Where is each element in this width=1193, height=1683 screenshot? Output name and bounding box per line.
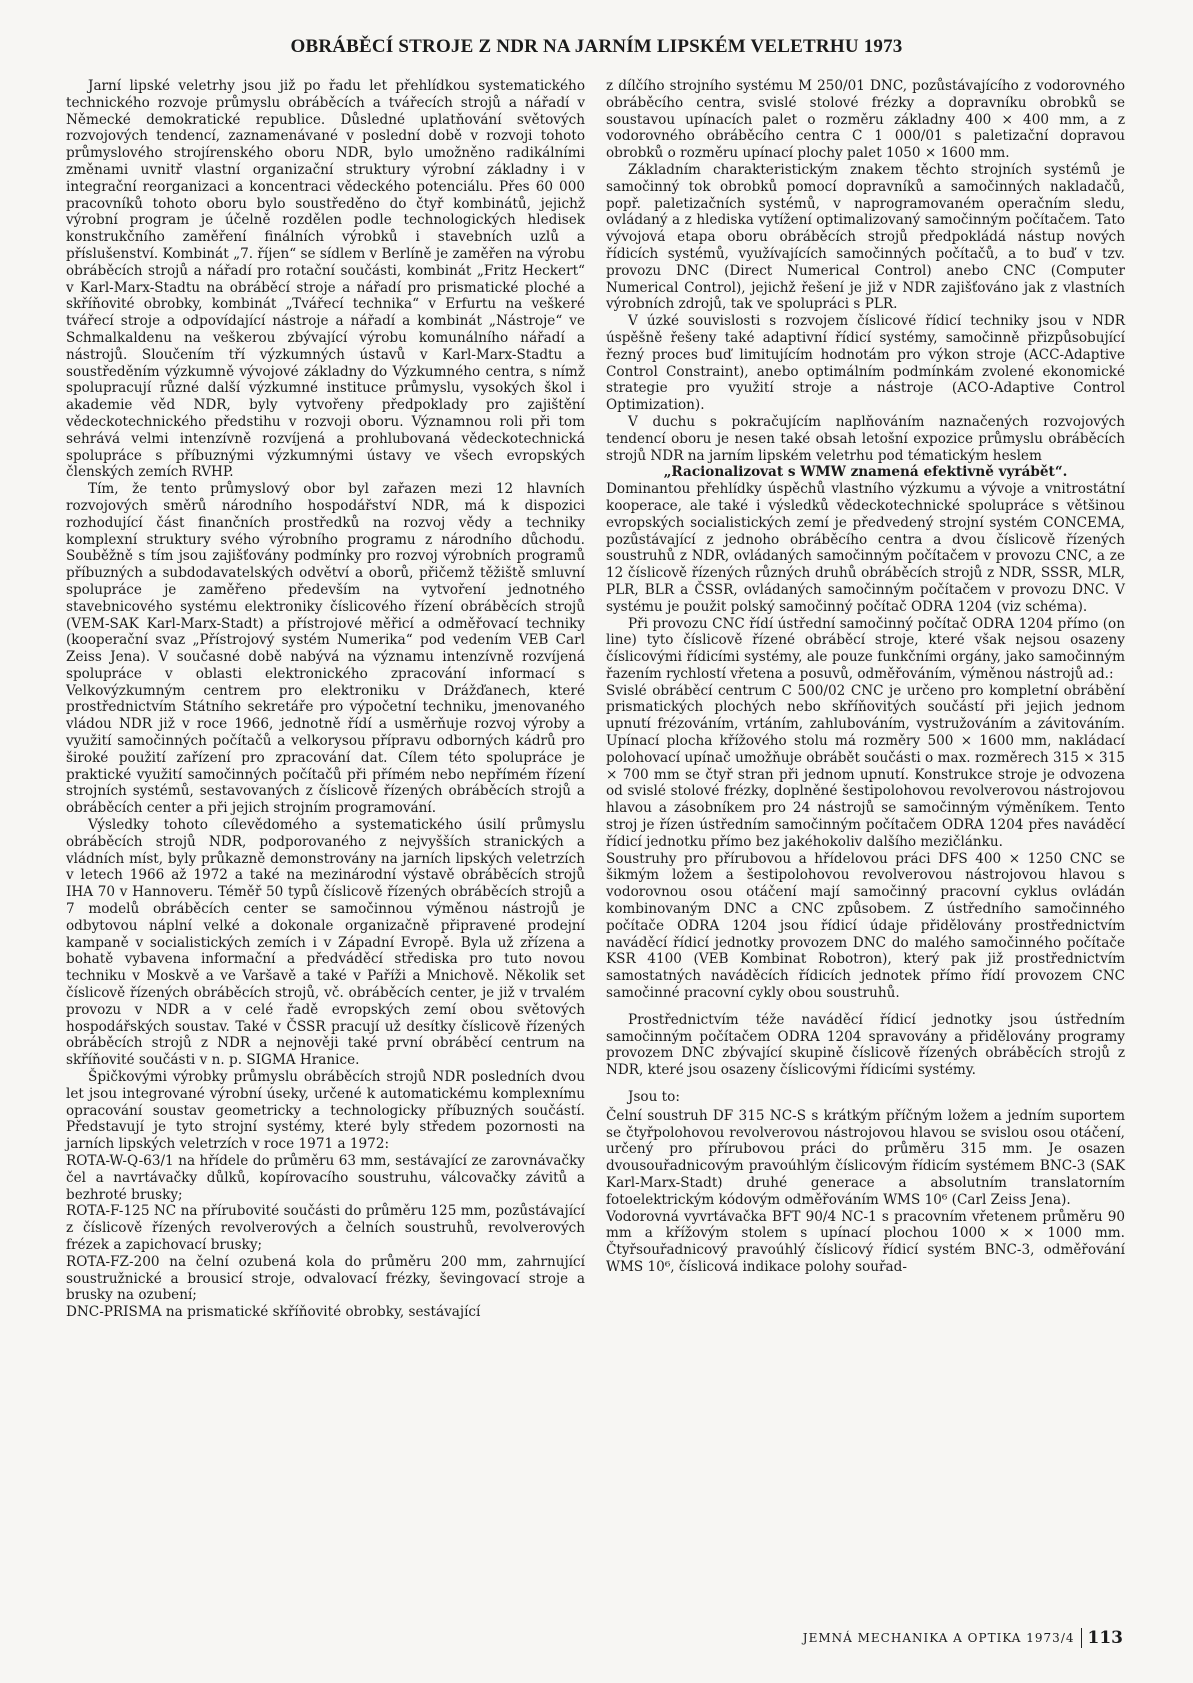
page-footer bbox=[803, 1628, 1123, 1648]
right-column bbox=[606, 78, 1125, 1276]
paragraph: DNC-PRISMA na prismatické skříňovité obrobky, sestávající bbox=[66, 1304, 481, 1321]
paragraph: Tím, že tento průmyslový obor byl zařazen mezi 12 hlavních rozvojových směrů národního hospodářství NDR, má k dispozici rozhodující část finančních prostředků na rozvoj vědy a techniky komplexní struktury svého výrobního programu z národního důchodu. Souběžně s tím jsou zajišťovány podmínky pro rozvoj výrobních programů příbuzných a subdodavatelských odvětví a oborů, přičemž těžiště smluvní spolupráce je zaměřeno především na vytvoření jednotného stavebnicového systému elektroniky číslicového řízení obráběcích strojů (VEM-SAK Karl-Marx-Stadt) a přístrojové měřicí a odměřovací techniky (kooperační svaz „Přístrojový systém Numerika“ pod vedením VEB Carl Zeiss Jena). V současné době nabývá na významu intenzívně rozvíjená spolupráce v oblasti elektronického zpracování informací s Velkovýzkumným centrem pro elektroniku v Drážďanech, které prostřednictvím Státního sekretáře pro výpočetní techniku, jmenovaného vládou NDR již v roce 1966, jednotně řídí a usměrňuje rozvoj výroby a využití samočinných počítačů a velkorysou přípravu odborných kádrů pro široké použití zařízení pro zpracování dat. Cílem této spolupráce je praktické využití samočinných počítačů při přímém nebo nepřímém řízení strojních systémů, sestavovaných z číslicově řízených obráběcích strojů a obráběcích center a při jejich strojním programování. bbox=[66, 481, 585, 817]
paragraph: Vodorovná vyvrtávačka BFT 90/4 NC-1 s pracovním vřetenem průměru 90 mm a křížovým stolem s upínací plochou 1000 × × 1000 mm. Čtyřsouřadnicový pravoúhlý číslicový řídicí systém BNC-3, odměřování WMS 10⁶, číslicová indikace polohy souřad- bbox=[606, 1208, 1125, 1275]
left-column bbox=[66, 78, 585, 1321]
journal-name: JEMNÁ MECHANIKA A OPTIKA 1973/4 bbox=[802, 1631, 1075, 1645]
slogan-heading: „Racionalizovat s WMW znamená efektivně vyrábět“. bbox=[663, 464, 1068, 481]
paragraph: Soustruhy pro přírubovou a hřídelovou práci DFS 400 × 1250 CNC se šikmým ložem a šestipolohovou revolverovou nástrojovou hlavou s vodorovnou osou otáčení mají samočinný pracovní cyklus ovládán kombinovaným DNC a CNC způsobem. Z ústředního samočinného počítače ODRA 1204 jsou řídicí údaje přidělovány prostřednictvím naváděcí řídicí jednotky provozem DNC do malého samočinného počítače KSR 4100 (VEB Kombinat Robotron), který pak již prostřednictvím samostatných naváděcích řídicích jednotek přímo řídí provozem CNC samočinné pracovní cykly obou soustruhů. bbox=[606, 850, 1125, 1002]
paragraph: Jarní lipské veletrhy jsou již po řadu let přehlídkou systematického technického rozvoje průmyslu obráběcích a tvářecích strojů a nářadí v Německé demokratické republice. Důsledné uplatňování světových rozvojových tendencí, zaznamenávané v poslední době v rozvoji tohoto průmyslového strojírenského oboru NDR, bylo umožněno radikálními změnami uvnitř vlastní organizační struktury výrobní základny i v integrační reorganizaci a koncentraci vědeckého potenciálu. Přes 60 000 pracovníků tohoto oboru bylo soustředěno do čtyř kombinátů, jejichž výrobní program je účelně rozdělen podle technologických hledisek konstrukčního zaměření finálních výrobků i stavebních uzlů a příslušenství. Kombinát „7. říjen“ se sídlem v Berlíně je zaměřen na výrobu obráběcích strojů a nářadí pro rotační součásti, kombinát „Fritz Heckert“ v Karl-Marx-Stadtu na obráběcí stroje a nářadí pro prismatické ploché a skříňovité obrobky, kombinát „Tvářecí technika“ v Erfurtu na veškeré tvářecí stroje a odpovídající nástroje a nářadí a kombinát „Nástroje“ ve Schmalkaldenu na veškerou zbývající výrobu komunálního nářadí a nástrojů. Sloučením tří výzkumných ústavů v Karl-Marx-Stadtu a soustředěním výzkumně vývojové základny do Výzkumného centra, s nímž spolupracují různé další výzkumné instituce průmyslu, vysokých škol i akademie věd NDR, byly vytvořeny předpoklady pro zajištění vědeckotechnického předstihu v rozvoji oboru. Významnou roli při tom sehrává velmi intenzívně rozvíjená a prohlubovaná vědeckotechnická spolupráce s příbuznými výzkumnými ústavy ve všech evropských členských zemích RVHP. bbox=[66, 78, 585, 481]
article-title: OBRÁBĚCÍ STROJE Z NDR NA JARNÍM LIPSKÉM VELETRHU 1973 bbox=[290, 36, 903, 57]
footer-divider bbox=[1081, 1628, 1082, 1648]
paragraph: Svislé obráběcí centrum C 500/02 CNC je určeno pro kompletní obrábění prismatických plochých nebo skříňovitých součástí při jejich jednom upnutí frézováním, vrtáním, zahlubováním, vystružováním a závitováním. Upínací plocha křížového stolu má rozměry 500 × 1600 mm, nakládací polohovací upínač umožňuje obrábět součásti o max. rozměrech 315 × 315 × 700 mm se čtyř stran při jednom upnutí. Konstrukce stroje je odvozena od svislé stolové frézky, doplněné šestipolohovou revolverovou nástrojovou hlavou a zásobníkem pro 24 nástrojů se samočinným výměníkem. Tento stroj je řízen ústředním samočinným počítačem ODRA 1204 přes naváděcí řídicí jednotku přímo bez jakéhokoliv dalšího mezičlánku. bbox=[606, 682, 1125, 850]
page-number: 113 bbox=[1087, 1628, 1123, 1648]
paragraph: ROTA-F-125 NC na přírubovité součásti do průměru 125 mm, pozůstávající z číslicově řízených revolverových a čelních soustruhů, revolverových frézek a zapichovací brusky; bbox=[66, 1203, 585, 1253]
paragraph: ROTA-W-Q-63/1 na hřídele do průměru 63 mm, sestávající ze zarovnávačky čel a navrtávačky důlků, kopírovacího soustruhu, válcovačky závitů a bezhroté brusky; bbox=[66, 1153, 585, 1203]
paragraph: Při provozu CNC řídí ústřední samočinný počítač ODRA 1204 přímo (on line) tyto číslicově řízené obráběcí stroje, které však nejsou osazeny číslicovými řídicími systémy, ale pouze funkčními orgány, jako samočinným řazením rychlostí vřetena a posuvů, odměřováním, výměnou nástrojů ad.: bbox=[606, 615, 1125, 682]
paragraph: Špičkovými výrobky průmyslu obráběcích strojů NDR posledních dvou let jsou integrované výrobní úseky, určené k automatickému komplexnímu opracování soustav geometricky a technologicky příbuzných součástí. Představují je tyto strojní systémy, které byly středem pozornosti na jarních lipských veletrzích v roce 1971 a 1972: bbox=[66, 1069, 585, 1153]
paragraph: Prostřednictvím téže naváděcí řídicí jednotky jsou ústředním samočinným počítačem ODRA 1204 spravovány a přidělovány programy provozem DNC zbývající skupině číslicově řízených obráběcích strojů z NDR, které jsou osazeny číslicovými řídicími systémy. bbox=[606, 1011, 1125, 1079]
paragraph: Dominantou přehlídky úspěchů vlastního výzkumu a vývoje a vnitrostátní kooperace, ale také i výsledků vědeckotechnické spolupráce s většinou evropských socialistických zemí je předvedený strojní systém CONCEMA, pozůstávající z jednoho obráběcího centra a dvou číslicově řízených soustruhů z NDR, ovládaných samočinným počítačem v provozu CNC, a ze 12 číslicově řízených různých druhů obráběcích strojů z NDR, SSSR, MLR, PLR, BLR a ČSSR, ovládaných samočinným počítačem v provozu DNC. V systému je použit polský samočinný počítač ODRA 1204 (viz schéma). bbox=[606, 481, 1125, 615]
paragraph: Výsledky tohoto cílevědomého a systematického úsilí průmyslu obráběcích strojů NDR, podporovaného z nejvyšších stranických a vládních míst, byly průkazně demonstrovány na jarních lipských veletrzích v letech 1966 až 1972 a také na mezinárodní výstavě obráběcích strojů IHA 70 v Hannoveru. Téměř 50 typů číslicově řízených obráběcích strojů a 7 modelů obráběcích center se samočinnou výměnou nástrojů je odbytovou náplní velké a dokonale organizačně připravené prodejní kampaně v socialistických zemích i v Západní Evropě. Byla už zřízena a bohatě vybavena informační a předváděcí střediska pro tuto novou techniku v Moskvě a ve Varšavě a také v Paříži a Mnichově. Několik set číslicově řízených obráběcích strojů, vč. obráběcích center, je již v trvalém provozu v NDR a v celé řadě evropských zemí obou světových hospodářských soustav. Také v ČSSR pracují už desítky číslicově řízených obráběcích strojů z NDR a nejnověji také první obráběcí centrum na skříňovité součásti v n. p. SIGMA Hranice. bbox=[66, 817, 585, 1069]
paragraph: V duchu s pokračujícím naplňováním naznačených rozvojových tendencí oboru je nesen také obsah letošní expozice průmyslu obráběcích strojů NDR na jarním lipském veletrhu pod tématickým heslem bbox=[606, 413, 1125, 464]
paragraph: ROTA-FZ-200 na čelní ozubená kola do průměru 200 mm, zahrnující soustružnické a brousicí stroje, odvalovací frézky, ševingovací stroje a brusky na ozubení; bbox=[66, 1253, 585, 1304]
paragraph: Čelní soustruh DF 315 NC-S s krátkým příčným ložem a jedním suportem se čtyřpolohovou revolverovou nástrojovou hlavou se svislou osou otáčení, určený pro přírubovou práci do průměru 315 mm. Je osazen dvousouřadnicovým pravoúhlým číslicovým řídicím systémem BNC-3 (SAK Karl-Marx-Stadt) druhé generace a absolutním translatorním fotoelektrickým kódovým odměřováním WMS 10⁶ (Carl Zeiss Jena). bbox=[606, 1107, 1125, 1208]
list-intro: Jsou to: bbox=[628, 1089, 680, 1106]
paragraph: Základním charakteristickým znakem těchto strojních systémů je samočinný tok obrobků pomocí dopravníků a samočinných nakladačů, popř. paletizačních systémů, v naprogramovaném operačním sledu, ovládaný a z hlediska vytížení optimalizovaný samočinným počítačem. Tato vývojová etapa oboru obráběcích strojů předpokládá nástup nových řídicích systémů, využívajících samočinných počítačů, a to buď v tzv. provozu DNC (Direct Numerical Control) anebo CNC (Computer Numerical Control), jejichž řešení je již v NDR zajišťováno jak z vlastních výrobních zdrojů, tak ve spolupráci s PLR. bbox=[606, 161, 1125, 313]
paragraph: V úzké souvislosti s rozvojem číslicové řídicí techniky jsou v NDR úspěšně řešeny také adaptivní řídicí systémy, samočinně přizpůsobující řezný proces buď limitujícím hodnotám pro výkon stroje (ACC-Adaptive Control Constraint), anebo optimálním podmínkám zvolené ekonomické strategie pro využití stroje a nástroje (ACO-Adaptive Control Optimization). bbox=[606, 313, 1125, 414]
paragraph: z dílčího strojního systému M 250/01 DNC, pozůstávajícího z vodorovného obráběcího centra, svislé stolové frézky a dopravníku obrobků se soustavou upínacích palet o rozměru základny 400 × 400 mm, a z vodorovného obráběcího centra C 1 000/01 s paletizační dopravou obrobků o rozměru upínací plochy palet 1050 × 1600 mm. bbox=[606, 78, 1125, 162]
